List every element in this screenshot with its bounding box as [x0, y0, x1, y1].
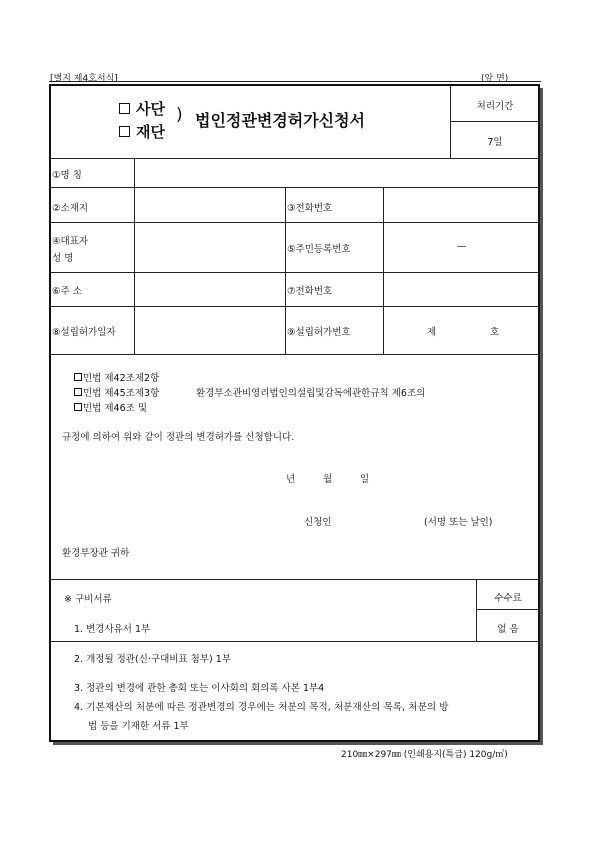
- location-label: ②소재지: [52, 203, 89, 214]
- permit-number-prefix: 제: [427, 327, 437, 338]
- form-number: [별지 제4호서식]: [50, 74, 118, 84]
- documents-inner-rule: [50, 641, 539, 642]
- applicant-label: 신청인: [304, 517, 332, 528]
- name-label: ①명 칭: [52, 170, 82, 181]
- paper-spec: 210㎜×297㎜ (인쇄용지(특급) 120g/㎡): [341, 750, 508, 760]
- checkbox-icon: [74, 388, 82, 396]
- representative-field[interactable]: [135, 223, 285, 272]
- header-rule: [49, 81, 541, 82]
- frame-shadow-right: [540, 88, 543, 745]
- date-year: 년: [286, 474, 296, 485]
- frame-shadow-bottom: [53, 742, 543, 745]
- document-item: 1. 변경사유서 1부: [74, 624, 151, 635]
- checkbox-icon: [74, 403, 82, 411]
- permit-number-label: ⑨설립허가번호: [287, 327, 351, 338]
- representative-name-label: 성 명: [52, 253, 74, 264]
- permit-number-field[interactable]: [384, 307, 539, 354]
- processing-divider: [450, 121, 539, 122]
- law-option-3[interactable]: 민법 제46조 및: [74, 400, 147, 414]
- representative-label: ④대표자: [52, 236, 89, 247]
- checkbox-icon: [119, 103, 130, 114]
- processing-period-label: 처리기간: [476, 101, 514, 112]
- location-field[interactable]: [135, 188, 285, 222]
- resident-number-field[interactable]: —: [456, 241, 467, 252]
- permit-date-field[interactable]: [135, 307, 285, 354]
- page-side-label: (앞 면): [481, 74, 509, 84]
- corp-type-option-1[interactable]: 사단: [119, 98, 165, 119]
- date-month: 월: [323, 474, 333, 485]
- date-day: 일: [360, 474, 370, 485]
- fee-value: 없 음: [497, 624, 519, 635]
- fee-label: 수수료: [494, 593, 522, 604]
- phone-field-2[interactable]: [384, 273, 539, 306]
- law-option-2[interactable]: 민법 제45조제3항: [74, 385, 159, 399]
- checkbox-icon: [119, 126, 130, 137]
- documents-heading: ※ 구비서류: [64, 594, 112, 605]
- phone-label-2: ⑦전화번호: [287, 286, 333, 297]
- document-item: 2. 개정될 정관(신·구대비표 첨부) 1부: [74, 654, 231, 665]
- checkbox-icon: [74, 373, 82, 381]
- address-field[interactable]: [135, 273, 285, 306]
- corp-type-option-2[interactable]: 재단: [119, 121, 165, 142]
- row-rule: [50, 354, 539, 355]
- address-label: ⑥주 소: [52, 286, 82, 297]
- regulation-text: 환경부소관비영리법인의설립및감독에관한규칙 제6조의: [196, 388, 426, 399]
- application-statement: 규정에 의하여 위와 같이 정관의 변경허가를 신청합니다.: [62, 432, 295, 443]
- documents-top-rule: [50, 579, 539, 580]
- recipient: 환경부장관 귀하: [62, 548, 130, 559]
- document-item: 3. 정관의 변경에 관한 총회 또는 이사회의 회의록 사본 1부4: [74, 683, 325, 694]
- page-title: 법인정관변경허가신청서: [195, 111, 366, 130]
- phone-label: ③전화번호: [287, 203, 333, 214]
- name-field[interactable]: [135, 159, 539, 187]
- title-bracket: ): [176, 105, 183, 125]
- law-option-1[interactable]: 민법 제42조제2항: [74, 370, 159, 384]
- row-rule: [50, 222, 539, 223]
- signature-note: (서명 또는 날인): [424, 517, 493, 528]
- permit-number-suffix: 호: [490, 327, 500, 338]
- mid-column-rule: [285, 187, 286, 354]
- processing-period-value: 7일: [487, 137, 503, 148]
- resident-number-label: ⑤주민등록번호: [287, 244, 351, 255]
- phone-field[interactable]: [384, 188, 539, 222]
- permit-date-label: ⑧설립허가일자: [52, 327, 116, 338]
- document-item: 4. 기본재산의 처분에 따른 정관변경의 경우에는 처분의 목적, 처분재산의 목록, 처분의 방: [74, 702, 449, 713]
- document-item-continuation: 법 등을 기재한 서류 1부: [88, 721, 189, 732]
- fee-divider: [476, 609, 539, 610]
